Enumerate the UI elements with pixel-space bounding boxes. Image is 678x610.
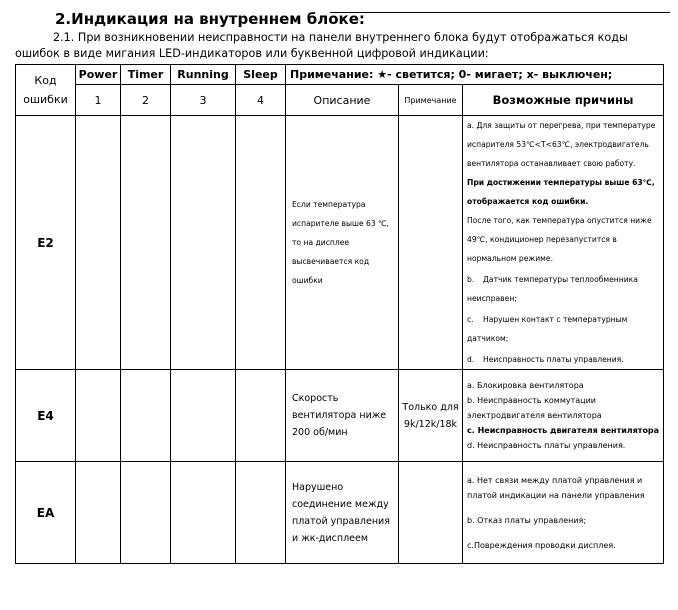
- section-heading: 2.Индикация на внутреннем блоке:: [55, 10, 365, 28]
- intro-text: [15, 30, 670, 62]
- header-row-2: [16, 85, 664, 116]
- header-led-running: Running: [171, 65, 236, 85]
- table-row-e2: [16, 116, 664, 370]
- led-number-1: 1: [76, 85, 121, 116]
- cause-e2-c: Нарушен контакт с температурным датчиком;: [467, 315, 628, 343]
- cause-ea-b: b. Отказ платы управления;: [467, 515, 587, 525]
- description-ea: Нарушено соединение между платой управления и жк-дисплеем: [286, 462, 399, 564]
- led-cell: [121, 462, 171, 564]
- header-code: Код ошибки: [16, 65, 76, 116]
- cause-e2-c-marker: c.: [467, 315, 474, 324]
- causes-ea: [463, 462, 664, 564]
- note-e2: [399, 116, 463, 370]
- header-led-timer: Timer: [121, 65, 171, 85]
- table-row-ea: [16, 462, 664, 564]
- error-code-ea: EA: [16, 462, 76, 564]
- cause-e4-a: a. Блокировка вентилятора: [467, 381, 584, 390]
- led-cell: [171, 462, 236, 564]
- cause-e2-d-marker: d.: [467, 355, 475, 364]
- intro-line-2: ошибок в виде мигания LED-индикаторов или буквенной цифровой индикации:: [15, 47, 489, 60]
- led-cell: [121, 370, 171, 462]
- cause-e2-d: Неисправность платы управления.: [483, 355, 624, 364]
- header-causes: Возможные причины: [463, 85, 664, 116]
- cause-e2-a-restart: После того, как температура опустится ниже 49℃, кондиционер перезапустится в нормальном режиме.: [467, 216, 652, 263]
- top-rule: [330, 12, 670, 13]
- note-ea: [399, 462, 463, 564]
- error-code-e2: E2: [16, 116, 76, 370]
- header-description: Описание: [286, 85, 399, 116]
- led-cell: [171, 370, 236, 462]
- led-number-3: 3: [171, 85, 236, 116]
- led-cell: [76, 370, 121, 462]
- led-number-2: 2: [121, 85, 171, 116]
- note-e4: Только для 9k/12k/18k: [399, 370, 463, 462]
- cause-e2-a: a. Для защиты от перегрева, при температуре испарителя 53℃<T<63℃, электродвигатель вентилятора останавливает свою работу.: [467, 121, 656, 168]
- led-cell: [236, 116, 286, 370]
- header-legend: Примечание: ★- светится; 0- мигает; х- выключен;: [286, 65, 664, 85]
- description-e2: Если температура испарителе выше 63 ℃, то на дисплее высвечивается код ошибки: [286, 116, 399, 370]
- cause-e4-c: c. Неисправность двигателя вентилятора: [467, 426, 660, 435]
- led-cell: [121, 116, 171, 370]
- cause-ea-a: a. Нет связи между платой управления и платой индикации на панели управления: [467, 475, 645, 500]
- led-cell: [76, 116, 121, 370]
- cause-e2-b-marker: b.: [467, 275, 475, 284]
- cause-e4-b: b. Неисправность коммутации электродвигателя вентилятора: [467, 396, 602, 420]
- causes-e4: [463, 370, 664, 462]
- description-e4: Скорость вентилятора ниже 200 об/мин: [286, 370, 399, 462]
- cause-e2-b: Датчик температуры теплообменника неисправен;: [467, 275, 638, 303]
- cause-ea-c: c.Повреждения проводки дисплея.: [467, 540, 616, 550]
- led-cell: [236, 462, 286, 564]
- led-cell: [236, 370, 286, 462]
- led-number-4: 4: [236, 85, 286, 116]
- causes-e2: [463, 116, 664, 370]
- header-led-sleep: Sleep: [236, 65, 286, 85]
- header-led-power: Power: [76, 65, 121, 85]
- header-row-1: [16, 65, 664, 85]
- error-code-table: [15, 64, 664, 564]
- led-cell: [76, 462, 121, 564]
- led-cell: [171, 116, 236, 370]
- error-code-e4: E4: [16, 370, 76, 462]
- table-row-e4: [16, 370, 664, 462]
- cause-e4-d: d. Неисправность платы управления.: [467, 441, 626, 450]
- header-note: Примечание: [399, 85, 463, 116]
- cause-e2-a-bold: При достижении температуры выше 63℃, отображается код ошибки.: [467, 178, 655, 206]
- intro-line-1: 2.1. При возникновении неисправности на панели внутреннего блока будут отображаться коды: [53, 31, 628, 44]
